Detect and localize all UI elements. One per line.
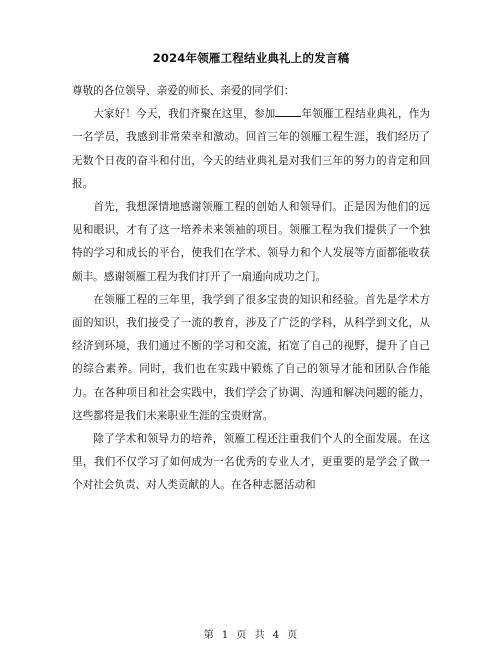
paragraph-3: 在领雁工程的三年里，我学到了很多宝贵的知识和经验。首先是学术方面的知识，我们接受了一流的教育，涉及了广泛的学科，从科学到文化，从经济到环境，我们通过不断的学习和交流，拓宽了自己的视野，提升了自己的综合素养。同时，我们也在实践中锻炼了自己的领导才能和团队合作能力。在各种项目和社会实践中，我们学会了协调、沟通和解决问题的能力，这些都将是我们未来职业生涯的宝贵财富。 — [72, 293, 430, 422]
document-title: 2024年领雁工程结业典礼上的发言稿 — [152, 51, 350, 65]
year-blank-line — [275, 106, 301, 117]
paragraph-4: 除了学术和领导力的培养，领雁工程还注重我们个人的全面发展。在这里，我们不仅学习了如何成为一名优秀的专业人才，更重要的是学会了做一个对社会负责、对人类贡献的人。在各种志愿活动和 — [72, 433, 430, 492]
paragraph-2: 首先，我想深情地感谢领雁工程的创始人和领导们。正是因为他们的远见和眼识，才有了这一培养未来领袖的项目。领雁工程为我们提供了一个独特的学习和成长的平台，使我们在学术、领导力和个人发展等方面都能收获颇丰。感谢领雁工程为我们打开了一扇通向成功之门。 — [72, 201, 430, 283]
paragraph-1 — [72, 103, 430, 196]
paragraph-1-rest: 年领雁工程结业典礼，作为一名学员，我感到非常荣幸和激动。回首三年的领雁工程生涯，我们经历了无数个日夜的奋斗和付出，今天的结业典礼是对我们三年的努力的肯定和回报。 — [72, 108, 431, 190]
salutation-line: 尊敬的各位领导、亲爱的师长、亲爱的同学们： — [72, 85, 295, 97]
page-footer: 第 1 页 共 4 页 — [203, 630, 299, 641]
document-body — [72, 80, 430, 498]
paragraph-1-start: 大家好！今天，我们齐聚在这里，参加 — [93, 108, 276, 121]
